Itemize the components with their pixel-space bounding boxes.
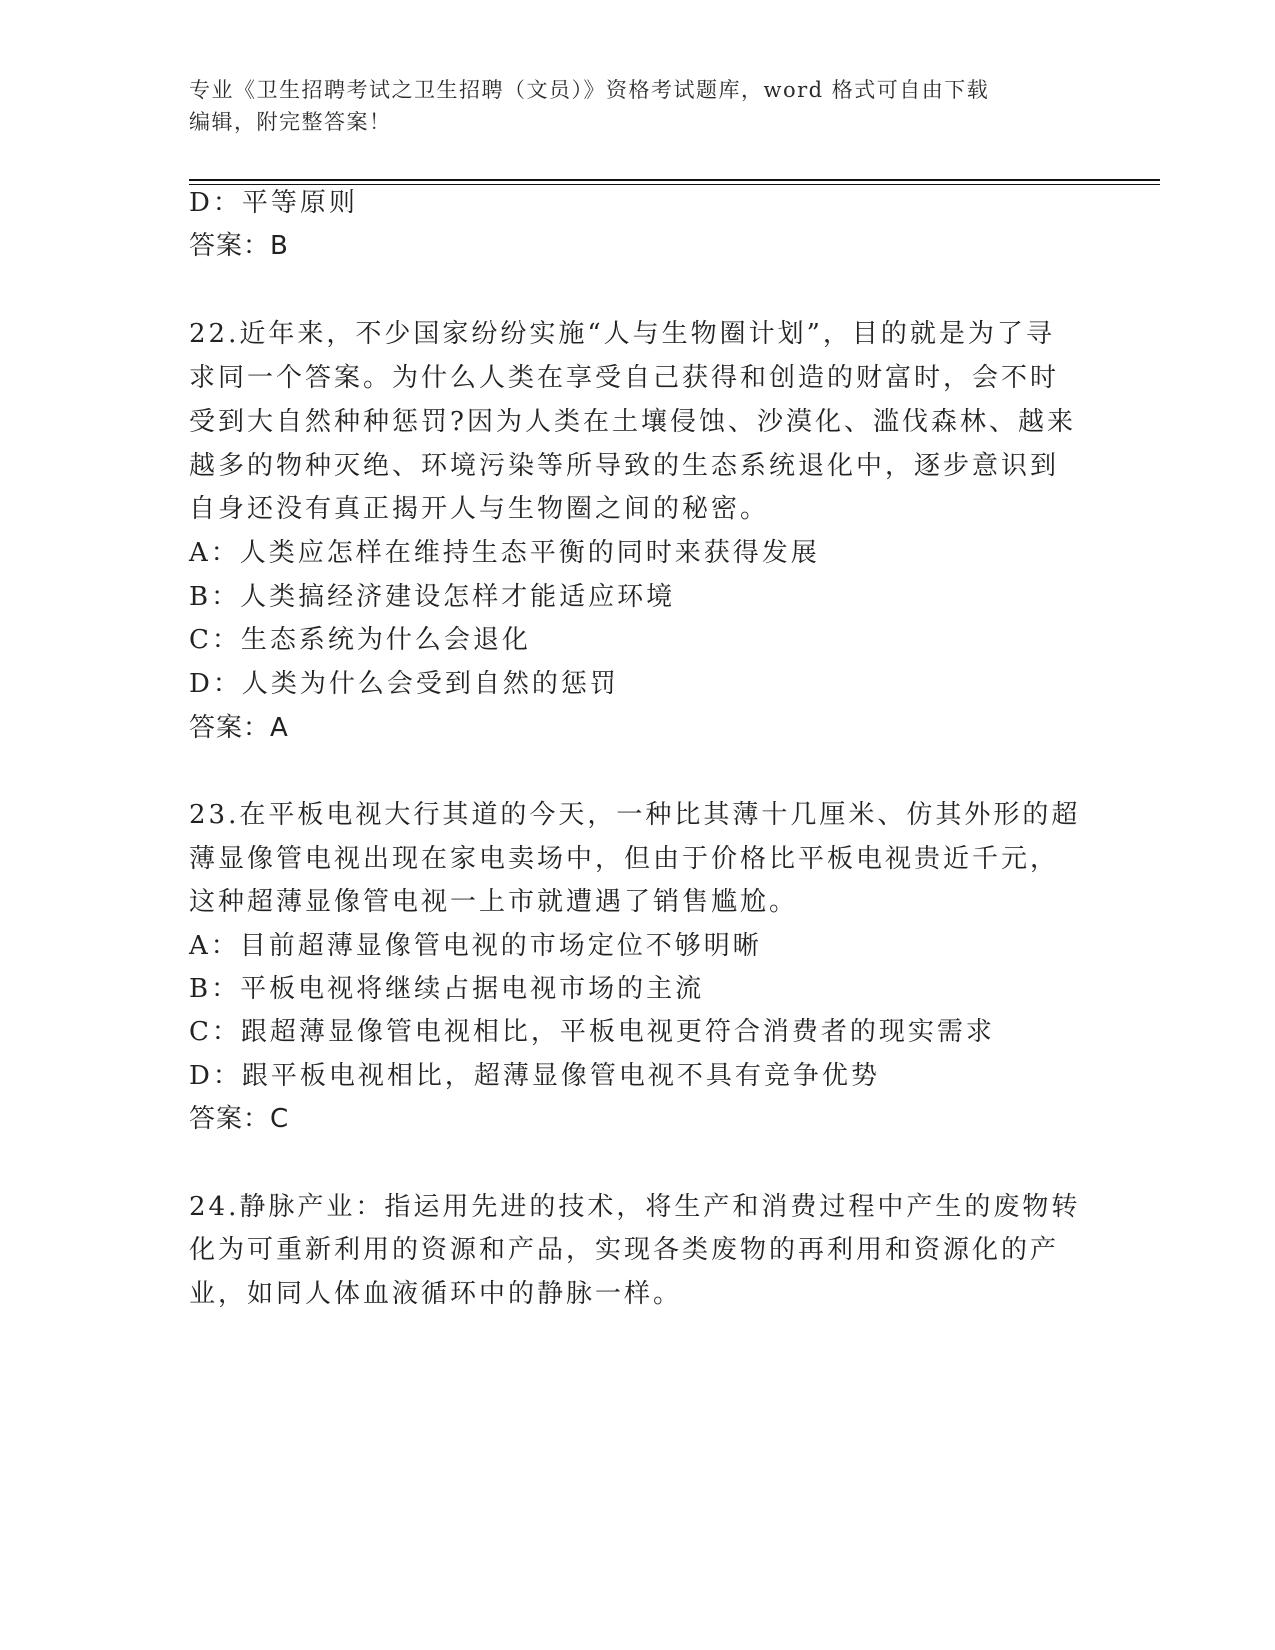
q23-option-c: C：跟超薄显像管电视相比，平板电视更符合消费者的现实需求 — [189, 1017, 995, 1047]
q23-answer: 答案：C — [189, 1104, 290, 1134]
q23-option-a: A：目前超薄显像管电视的市场定位不够明晰 — [189, 931, 762, 961]
header-line-2: 编辑，附完整答案！ — [189, 110, 392, 134]
q22-option-d: D：人类为什么会受到自然的惩罚 — [189, 669, 619, 699]
q21-answer: 答案：B — [189, 231, 289, 261]
q23-stem-line-3: 这种超薄显像管电视一上市就遭遇了销售尴尬。 — [189, 887, 799, 917]
q22-stem-line-2: 求同一个答案。为什么人类在享受自己获得和创造的财富时，会不时 — [189, 363, 1060, 393]
q23-stem-line-1: 23.在平板电视大行其道的今天，一种比其薄十几厘米、仿其外形的超 — [189, 800, 1081, 830]
q21-option-d: D：平等原则 — [189, 188, 358, 218]
q22-stem-line-1: 22.近年来，不少国家纷纷实施“人与生物圈计划”，目的就是为了寻 — [189, 319, 1055, 349]
q23-option-d: D：跟平板电视相比，超薄显像管电视不具有竞争优势 — [189, 1061, 880, 1091]
q24-stem-line-2: 化为可重新利用的资源和产品，实现各类废物的再利用和资源化的产 — [189, 1235, 1060, 1265]
q22-stem-line-5: 自身还没有真正揭开人与生物圈之间的秘密。 — [189, 494, 770, 524]
header-line-1: 专业《卫生招聘考试之卫生招聘（文员）》资格考试题库，word 格式可自由下载 — [189, 78, 990, 102]
q24-stem-line-1: 24.静脉产业：指运用先进的技术，将生产和消费过程中产生的废物转 — [189, 1192, 1081, 1222]
q22-option-c: C：生态系统为什么会退化 — [189, 625, 531, 655]
q22-stem-line-3: 受到大自然种种惩罚?因为人类在土壤侵蚀、沙漠化、滥伐森林、越来 — [189, 407, 1076, 437]
q24-stem-line-3: 业，如同人体血液循环中的静脉一样。 — [189, 1279, 683, 1309]
q22-answer: 答案：A — [189, 713, 289, 743]
header-divider-thick — [189, 179, 1160, 181]
page-header — [189, 74, 1079, 138]
q23-stem-line-2: 薄显像管电视出现在家电卖场中，但由于价格比平板电视贵近千元， — [189, 844, 1060, 874]
q22-stem-line-4: 越多的物种灭绝、环境污染等所导致的生态系统退化中，逐步意识到 — [189, 451, 1060, 481]
q22-option-b: B：人类搞经济建设怎样才能适应环境 — [189, 582, 676, 612]
q22-option-a: A：人类应怎样在维持生态平衡的同时来获得发展 — [189, 538, 820, 568]
q23-option-b: B：平板电视将继续占据电视市场的主流 — [189, 974, 705, 1004]
